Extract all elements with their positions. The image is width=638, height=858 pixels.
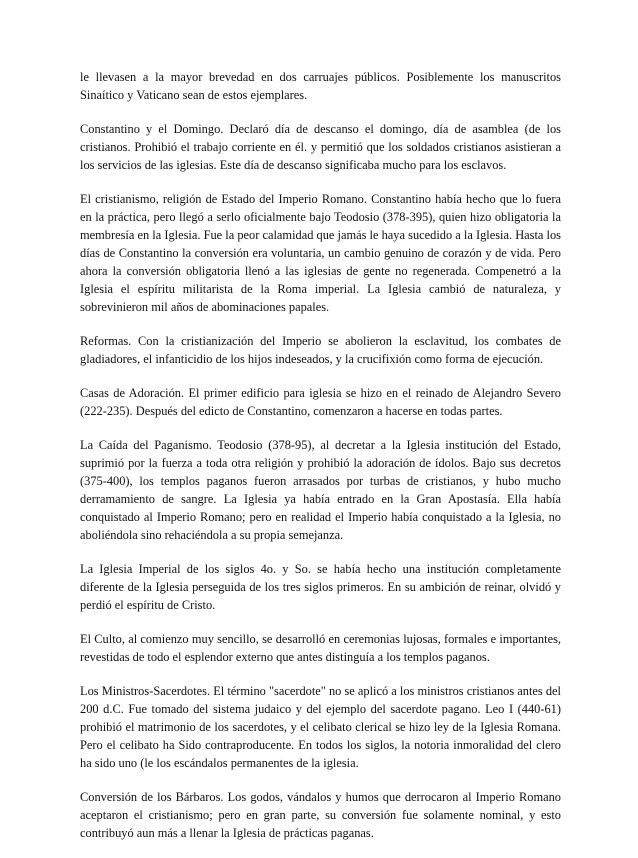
document-page	[80, 68, 561, 858]
paragraph-priest-ministers: Los Ministros-Sacerdotes. El término "sacerdote" no se aplicó a los ministros cristianos antes del 200 d.C. Fue tomado del sistema judaico y del ejemplo del sacerdote pagano. Leo I (440-61) prohibió el matrimonio de los sacerdotes, y el celibato clerical se hizo ley de la Iglesia Romana. Pero el celibato ha Sido contraproducente. En todos los siglos, la notoria inmoralidad del clero ha sido uno (le los escándalos permanentes de la iglesia.	[80, 684, 561, 770]
paragraph-houses-of-worship: Casas de Adoración. El primer edificio para iglesia se hizo en el reinado de Alejandro Severo (222-235). Después del edicto de Constantino, comenzaron a hacerse en todas partes.	[80, 386, 561, 418]
paragraph-fall-of-paganism: La Caída del Paganismo. Teodosio (378-95), al decretar a la Iglesia institución del Estado, suprimió por la fuerza a toda otra religión y prohibió la adoración de ídolos. Bajo sus decretos (375-400), los templos paganos fueron arrasados por turbas de cristianos, y hubo mucho derramamiento de sangre. La Iglesia ya había entrado en la Gran Apostasía. Ella había conquistado al Imperio Romano; pero en realidad el Imperio había conquistado a la Iglesia, no aboliéndola sino rehaciéndola a su propia semejanza.	[80, 438, 561, 542]
paragraph-imperial-church: La Iglesia Imperial de los siglos 4o. y So. se había hecho una institución completamente diferente de la Iglesia perseguida de los tres siglos primeros. En su ambición de reinar, olvidó y perdió el espíritu de Cristo.	[80, 562, 561, 612]
paragraph-state-religion: El cristianismo, religión de Estado del Imperio Romano. Constantino había hecho que lo fuera en la práctica, pero llegó a serlo oficialmente bajo Teodosio (378-395), quien hizo obligatoria la membresía en la Iglesia. Fue la peor calamidad que jamás le haya sucedido a la Iglesia. Hasta los días de Constantino la conversión era voluntaria, un cambio genuino de corazón y de vida. Pero ahora la conversión obligatoria llenó a las iglesias de gente no regenerada. Compenetró a la Iglesia el espíritu militarista de la Roma imperial. La Iglesia cambió de naturaleza, y sobrevinieron mil años de abominaciones papales.	[80, 192, 561, 314]
paragraph-constantine-sunday: Constantino y el Domingo. Declaró día de descanso el domingo, día de asamblea (de los cristianos. Prohibió el trabajo corriente en él. y permitió que los soldados cristianos asistieran a los servicios de las iglesias. Este día de descanso significaba mucho para los esclavos.	[80, 122, 561, 172]
paragraph-reforms: Reformas. Con la cristianización del Imperio se abolieron la esclavitud, los combates de gladiadores, el infanticidio de los hijos indeseados, y la crucifixión como forma de ejecución.	[80, 334, 561, 366]
paragraph-manuscripts: le llevasen a la mayor brevedad en dos carruajes públicos. Posiblemente los manuscritos Sinaítico y Vaticano sean de estos ejemplares.	[80, 70, 561, 102]
paragraph-worship: El Culto, al comienzo muy sencillo, se desarrolló en ceremonias lujosas, formales e importantes, revestidas de todo el esplendor externo que antes distinguía a los templos paganos.	[80, 632, 561, 664]
paragraph-barbarian-conversion: Conversión de los Bárbaros. Los godos, vándalos y humos que derrocaron al Imperio Romano aceptaron el cristianismo; pero en gran parte, su conversión fue solamente nominal, y esto contribuyó aun más a llenar la Iglesia de prácticas paganas.	[80, 790, 561, 840]
